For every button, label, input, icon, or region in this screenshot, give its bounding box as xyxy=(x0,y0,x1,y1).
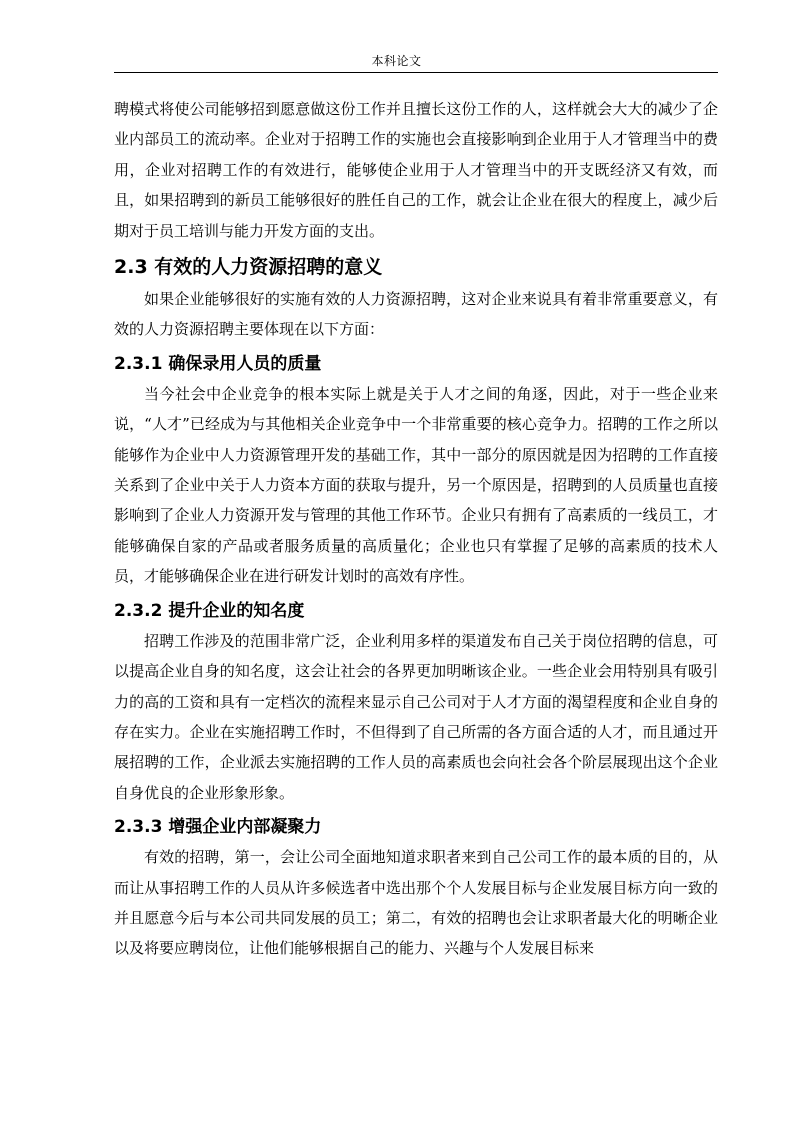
paragraph: 有效的招聘，第一，会让公司全面地知道求职者来到自己公司工作的最本质的目的，从而让从事招聘工作的人员从许多候选者中选出那个个人发展目标与企业发展目标方向一致的并且愿意今后与本公司共同发展的员工；第二，有效的招聘也会让求职者最大化的明晰企业以及将要应聘岗位，让他们能够根据自己的能力、兴趣与个人发展目标来 xyxy=(114,848,718,958)
paragraph: 招聘工作涉及的范围非常广泛，企业利用多样的渠道发布自己关于岗位招聘的信息，可以提高企业自身的知名度，这会让社会的各界更加明晰该企业。一些企业会用特别具有吸引力的高的工资和具有一定档次的流程来显示自己公司对于人才方面的渴望程度和企业自身的存在实力。企业在实施招聘工作时，不但得到了自己所需的各方面合适的人才，而且通过开展招聘的工作，企业派去实施招聘的工作人员的高素质也会向社会各个阶层展现出这个企业自身优良的企业形象形象。 xyxy=(114,631,718,802)
page-header: 本科论文 xyxy=(371,54,422,68)
paragraph: 如果企业能够很好的实施有效的人力资源招聘，这对企业来说具有着非常重要意义，有效的人力资源招聘主要体现在以下方面： xyxy=(114,290,718,339)
document-body xyxy=(114,94,718,964)
subsection-heading-2-3-3: 2.3.3 增强企业内部凝聚力 xyxy=(114,817,322,838)
paragraph: 聘模式将使公司能够招到愿意做这份工作并且擅长这份工作的人，这样就会大大的减少了企业内部员工的流动率。企业对于招聘工作的实施也会直接影响到企业用于人才管理当中的费用，企业对招聘工作的有效进行，能够使企业用于人才管理当中的开支既经济又有效，而且，如果招聘到的新员工能够很好的胜任自己的工作，就会让企业在很大的程度上，减少后期对于员工培训与能力开发方面的支出。 xyxy=(114,100,718,240)
subsection-heading-2-3-1: 2.3.1 确保录用人员的质量 xyxy=(114,353,322,374)
header-divider xyxy=(114,72,718,73)
subsection-heading-2-3-2: 2.3.2 提升企业的知名度 xyxy=(114,600,305,621)
section-heading-2-3: 2.3 有效的人力资源招聘的意义 xyxy=(114,256,383,279)
paragraph: 当今社会中企业竞争的根本实际上就是关于人才之间的角逐，因此，对于一些企业来说，“人才”已经成为与其他相关企业竞争中一个非常重要的核心竞争力。招聘的工作之所以能够作为企业中人力资源管理开发的基础工作，其中一部分的原因就是因为招聘的工作直接关系到了企业中关于人力资本方面的获取与提升，另一个原因是，招聘到的人员质量也直接影响到了企业人力资源开发与管理的其他工作环节。企业只有拥有了高素质的一线员工，才能够确保自家的产品或者服务质量的高质量化；企业也只有掌握了足够的高素质的技术人员，才能够确保企业在进行研发计划时的高效有序性。 xyxy=(114,384,718,586)
